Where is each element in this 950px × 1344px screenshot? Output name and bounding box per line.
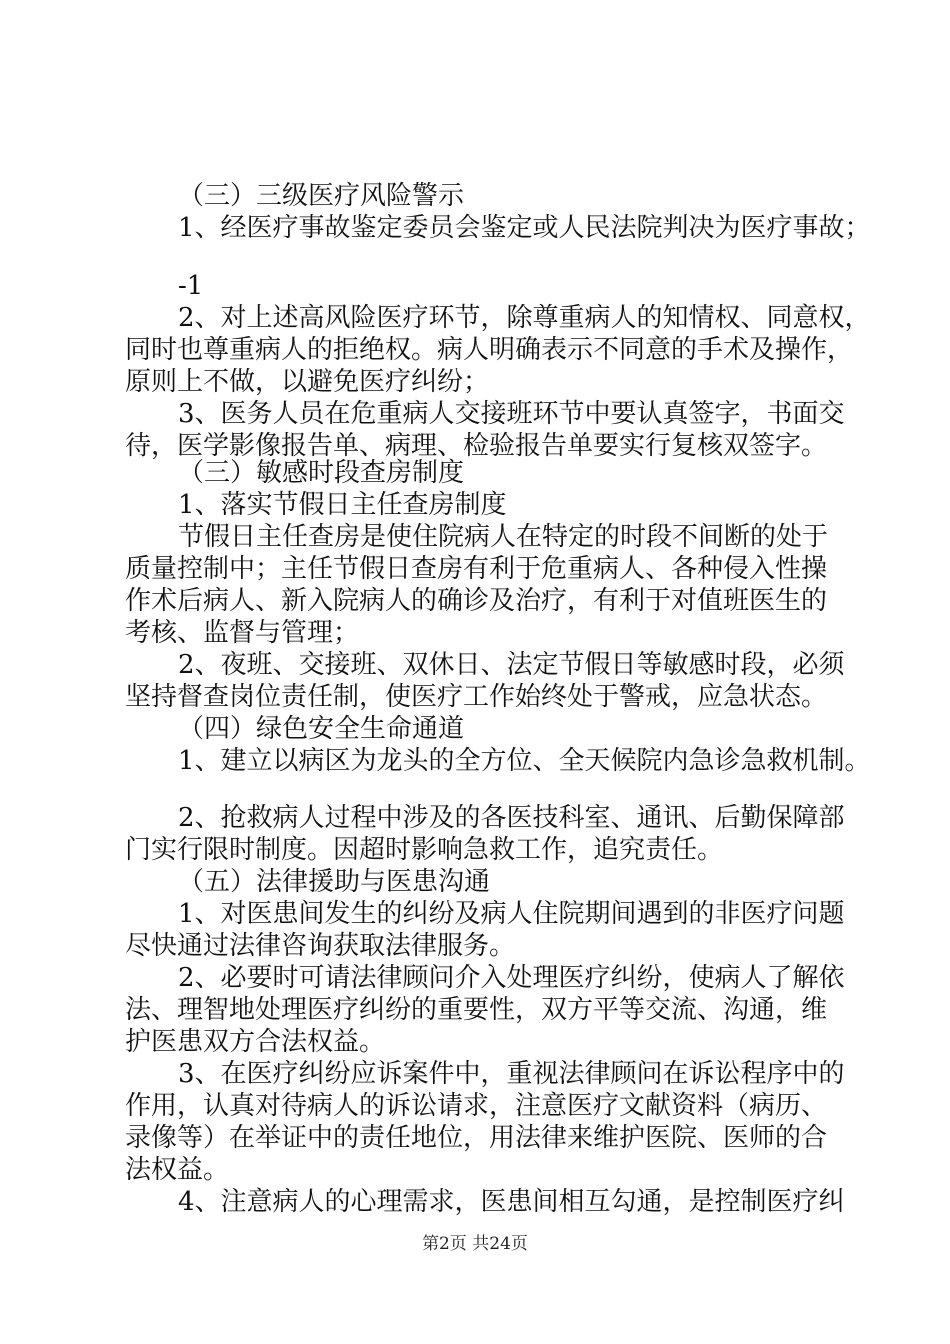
- paragraph-line: 护医患双方合法权益。: [125, 1027, 386, 1057]
- paragraph-line: 同时也尊重病人的拒绝权。病人明确表示不同意的手术及操作，: [125, 335, 854, 365]
- paragraph-line: 法权益。: [125, 1155, 230, 1185]
- paragraph-line: 4、注意病人的心理需求，医患间相互勾通，是控制医疗纠: [178, 1187, 845, 1217]
- paragraph-line: 1、对医患间发生的纠纷及病人住院期间遇到的非医疗问题: [178, 899, 845, 929]
- paragraph-line: 1、建立以病区为龙头的全方位、全天候院内急诊急救机制。: [178, 746, 871, 776]
- paragraph-line: -1: [178, 271, 204, 301]
- section-heading: （四）绿色安全生命通道: [178, 714, 465, 744]
- paragraph-line: 2、对上述高风险医疗环节，除尊重病人的知情权、同意权，: [178, 303, 871, 333]
- paragraph-line: 录像等）在举证中的责任地位，用法律来维护医院、医师的合: [125, 1123, 828, 1153]
- paragraph-line: 1、经医疗事故鉴定委员会鉴定或人民法院判决为医疗事故；: [178, 213, 871, 243]
- page-number-footer: 第2页 共24页: [422, 1234, 528, 1254]
- paragraph-line: 3、在医疗纠纷应诉案件中，重视法律顾问在诉讼程序中的: [178, 1059, 845, 1089]
- paragraph-line: 原则上不做，以避免医疗纠纷；: [125, 367, 490, 397]
- paragraph-line: 坚持督查岗位责任制，使医疗工作始终处于警戒，应急状态。: [125, 682, 828, 712]
- section-heading: （三）敏感时段查房制度: [178, 458, 465, 488]
- paragraph-line: 作用，认真对待病人的诉讼请求，注意医疗文献资料（病历、: [125, 1091, 828, 1121]
- paragraph-line: 1、落实节假日主任查房制度: [178, 490, 507, 520]
- paragraph-line: 质量控制中；主任节假日查房有利于危重病人、各种侵入性操: [125, 554, 828, 584]
- section-heading: （五）法律援助与医患沟通: [178, 867, 491, 897]
- paragraph-line: 门实行限时制度。因超时影响急救工作，追究责任。: [125, 835, 724, 865]
- paragraph-line: 节假日主任查房是使住院病人在特定的时段不间断的处于: [178, 522, 829, 552]
- paragraph-line: 2、必要时可请法律顾问介入处理医疗纠纷，使病人了解依: [178, 963, 845, 993]
- paragraph-line: 法、理智地处理医疗纠纷的重要性，双方平等交流、沟通，维: [125, 995, 828, 1025]
- paragraph-line: 考核、监督与管理；: [125, 618, 360, 648]
- paragraph-line: 作术后病人、新入院病人的确诊及治疗，有利于对值班医生的: [125, 586, 828, 616]
- paragraph-line: 2、夜班、交接班、双休日、法定节假日等敏感时段，必须: [178, 650, 845, 680]
- section-heading: （三）三级医疗风险警示: [178, 181, 465, 211]
- paragraph-line: 待，医学影像报告单、病理、检验报告单要实行复核双签字。: [125, 431, 828, 461]
- paragraph-line: 尽快通过法律咨询获取法律服务。: [125, 931, 516, 961]
- paragraph-line: 3、医务人员在危重病人交接班环节中要认真签字，书面交: [178, 399, 845, 429]
- paragraph-line: 2、抢救病人过程中涉及的各医技科室、通讯、后勤保障部: [178, 803, 845, 833]
